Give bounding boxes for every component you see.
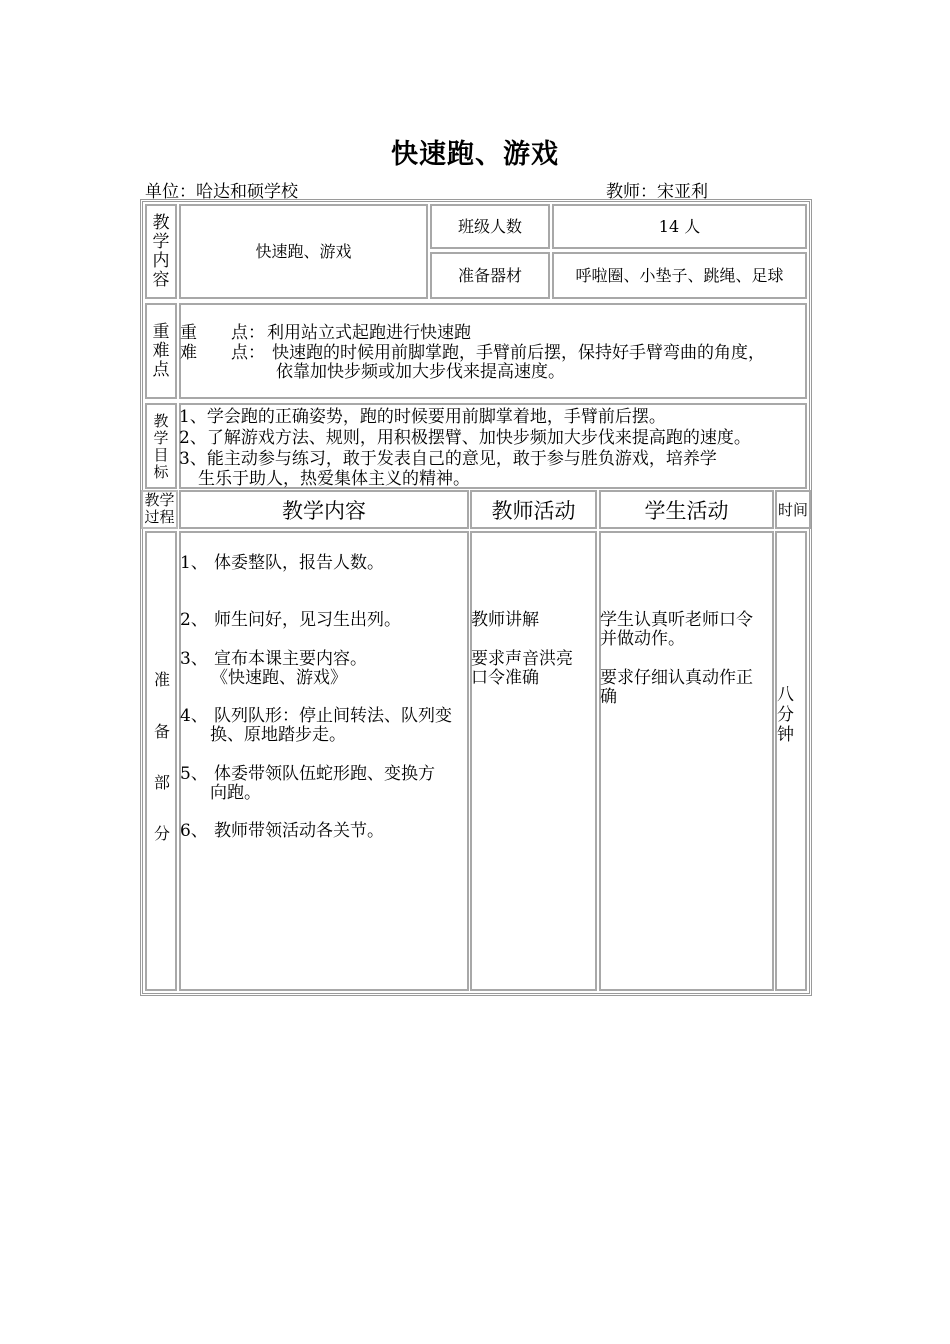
goal-item: 生乐于助人，热爱集体主义的精神。 — [198, 469, 470, 489]
section-label-char: 部 — [154, 773, 171, 792]
teacher-name: 教师：宋亚利 — [606, 182, 708, 202]
time-char: 钟 — [777, 725, 794, 745]
label-char: 学 — [153, 429, 169, 447]
label-char: 教 — [152, 213, 170, 233]
time-header: 时间 — [777, 501, 808, 519]
label-char: 内 — [152, 251, 170, 271]
student-activity-header: 学生活动 — [644, 498, 729, 523]
lesson-content: 快速跑、游戏 — [255, 242, 352, 261]
equipment-value: 呼啦圈、小垫子、跳绳、足球 — [575, 266, 784, 285]
list-item-num: 3、 — [180, 649, 208, 669]
label-char: 学 — [152, 232, 170, 252]
school-unit: 单位：哈达和硕学校 — [145, 182, 298, 202]
student-activity-cell — [599, 531, 774, 991]
teacher-note: 口令准确 — [471, 668, 539, 688]
list-item: 向跑。 — [210, 783, 261, 803]
key-difficulty-cell — [179, 303, 807, 399]
page-title: 快速跑、游戏 — [391, 139, 559, 170]
class-size-label: 班级人数 — [457, 217, 522, 236]
label-char: 难 — [152, 341, 170, 361]
list-item-num: 4、 — [180, 706, 208, 726]
key-point-label: 重 点： — [180, 323, 265, 343]
difficulty-line: 快速跑的时候用前脚掌跑，手臂前后摆，保持好手臂弯曲的角度， — [272, 343, 765, 363]
list-item: 《快速跑、游戏》 — [211, 668, 347, 688]
content-header-cell — [179, 490, 469, 529]
list-item: 师生问好，见习生出列。 — [214, 610, 401, 630]
difficulty-label: 难 点： — [180, 343, 265, 363]
equipment-label-cell — [430, 252, 550, 299]
student-note: 学生认真听老师口令 — [600, 610, 753, 630]
list-item: 体委带领队伍蛇形跑、变换方 — [214, 764, 435, 784]
section-content-cell — [179, 531, 469, 991]
section-label-cell — [145, 531, 177, 991]
process-label-cell — [141, 490, 178, 529]
teacher-note: 要求声音洪亮 — [471, 649, 573, 669]
label-char: 教 — [153, 412, 169, 430]
process-label: 教学 — [144, 491, 175, 509]
lesson-content-cell — [179, 204, 428, 299]
difficulty-line: 依靠加快步频或加大步伐来提高速度。 — [276, 362, 565, 382]
teacher-activity-header: 教师活动 — [491, 498, 576, 523]
equipment-value-cell — [552, 252, 807, 299]
goal-item: 3、能主动参与练习，敢于发表自己的意见，敢于参与胜负游戏，培养学 — [179, 449, 717, 469]
section-label-char: 备 — [154, 722, 171, 741]
time-header-cell — [775, 490, 811, 529]
section-label-char: 准 — [154, 670, 171, 689]
key-difficulty-label-cell — [145, 303, 177, 399]
list-item: 宣布本课主要内容。 — [214, 649, 367, 669]
content-label-cell — [145, 204, 177, 299]
class-size-label-cell — [430, 204, 550, 249]
key-point: 利用站立式起跑进行快速跑 — [267, 323, 471, 343]
list-item: 队列队形：停止间转法、队列变 — [214, 706, 452, 726]
list-item: 教师带领活动各关节。 — [214, 821, 384, 841]
goal-item: 1、学会跑的正确姿势，跑的时候要用前脚掌着地，手臂前后摆。 — [179, 407, 666, 427]
label-char: 点 — [152, 360, 170, 380]
label-char: 重 — [152, 322, 170, 342]
student-note: 确 — [600, 687, 617, 707]
label-char: 标 — [153, 463, 169, 481]
student-note: 要求仔细认真动作正 — [600, 668, 753, 688]
student-activity-header-cell — [599, 490, 774, 529]
time-cell — [775, 531, 807, 991]
list-item-num: 5、 — [180, 764, 208, 784]
goal-item: 2、了解游戏方法、规则，用积极摆臂、加快步频加大步伐来提高跑的速度。 — [179, 428, 751, 448]
time-char: 分 — [777, 705, 794, 725]
content-header: 教学内容 — [282, 498, 366, 523]
time-char: 八 — [777, 685, 794, 705]
list-item: 体委整队，报告人数。 — [214, 553, 384, 573]
equipment-label: 准备器材 — [457, 266, 522, 285]
goals-cell — [179, 403, 807, 489]
class-size-value-cell — [552, 204, 807, 249]
list-item: 换、原地踏步走。 — [210, 725, 346, 745]
label-char: 容 — [152, 270, 170, 290]
section-label-char: 分 — [154, 824, 171, 843]
student-note: 并做动作。 — [600, 629, 685, 649]
teacher-activity-header-cell — [470, 490, 597, 529]
label-char: 目 — [153, 446, 169, 464]
goals-label-cell — [145, 403, 177, 489]
list-item-num: 2、 — [180, 610, 208, 630]
list-item-num: 6、 — [180, 821, 208, 841]
process-label: 过程 — [144, 508, 175, 526]
teacher-activity-cell — [470, 531, 597, 991]
teacher-note: 教师讲解 — [471, 610, 539, 630]
class-size-value: 14 人 — [658, 217, 701, 236]
list-item-num: 1、 — [180, 553, 208, 573]
